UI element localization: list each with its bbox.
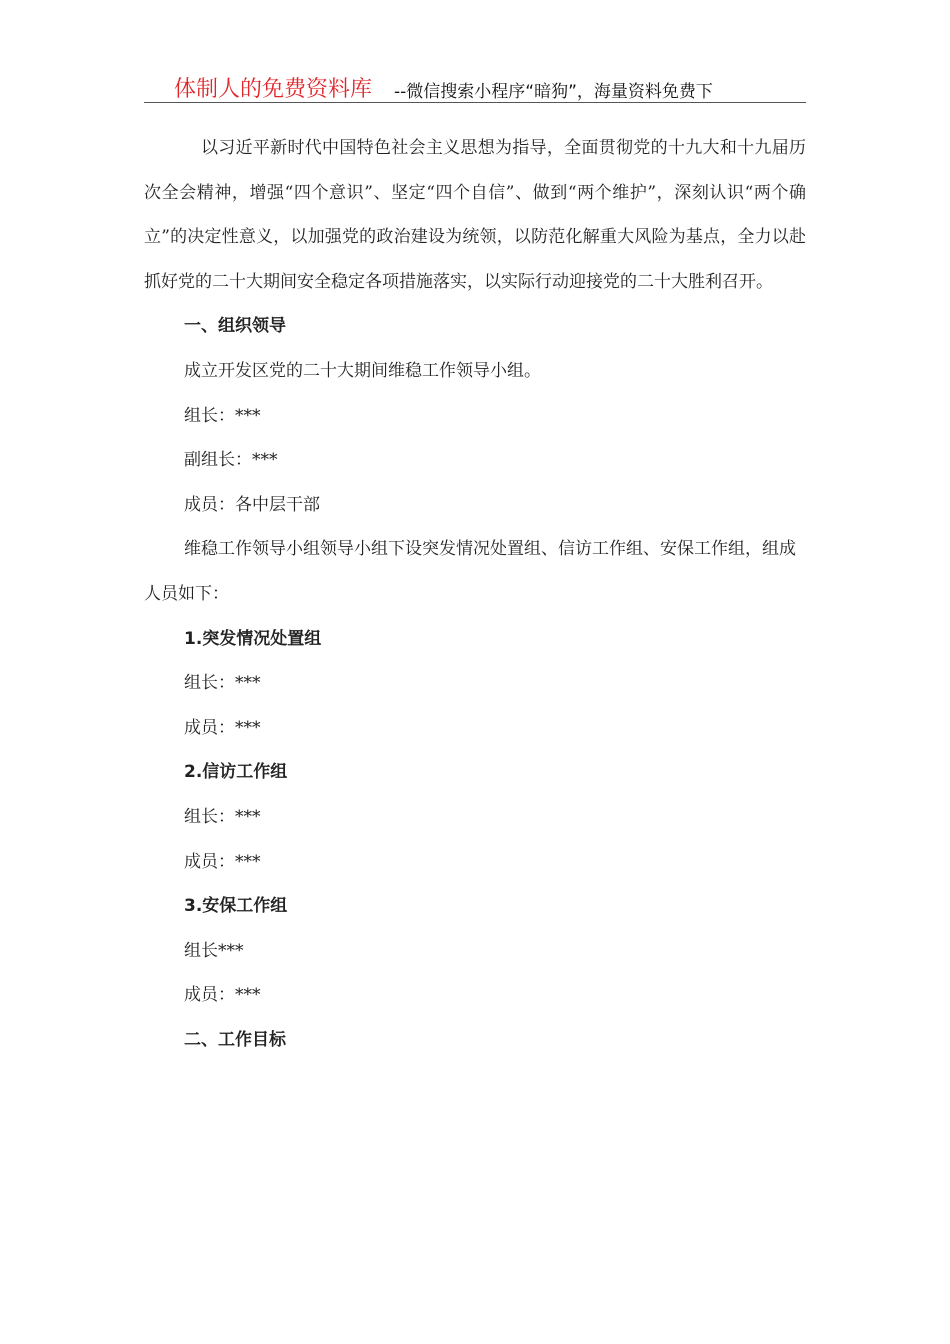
subgroup-members: 成员：*** bbox=[184, 985, 261, 1006]
group-leader: 组长：*** bbox=[184, 405, 261, 426]
section-heading-goals: 二、工作目标 bbox=[184, 1029, 286, 1050]
subgroup-leader: 组长：*** bbox=[184, 673, 261, 694]
page-header bbox=[144, 70, 806, 103]
organization-lead: 成立开发区党的二十大期间维稳工作领导小组。 bbox=[184, 360, 541, 381]
subgroup-members: 成员：*** bbox=[184, 851, 261, 872]
intro-paragraph: 以习近平新时代中国特色社会主义思想为指导，全面贯彻党的十九大和十九届历次全会精神，增强“四个意识”、坚定“四个自信”、做到“两个维护”，深刻认识“两个确立”的决定性意义，以加强党的政治建设为统领，以防范化解重大风险为基点，全力以赴抓好党的二十大期间安全稳定各项措施落实，以实际行动迎接党的二十大胜利召开。 bbox=[144, 138, 806, 292]
subgroup-leader: 组长：*** bbox=[184, 806, 261, 827]
header-tagline: --微信搜索小程序“暗狗”，海量资料免费下 bbox=[394, 82, 713, 102]
subgroup-title-emergency: 1.突发情况处置组 bbox=[184, 628, 322, 649]
subgroup-title-petition: 2.信访工作组 bbox=[184, 762, 288, 783]
deputy-leader: 副组长：*** bbox=[184, 450, 278, 471]
subgroup-title-security: 3.安保工作组 bbox=[184, 896, 288, 917]
subgroup-leader: 组长*** bbox=[184, 940, 244, 961]
header-brand: 体制人的免费资料库 bbox=[174, 77, 373, 102]
document-body bbox=[144, 126, 806, 1062]
section-heading-organization: 一、组织领导 bbox=[184, 316, 286, 337]
subgroup-members: 成员：*** bbox=[184, 717, 261, 738]
group-members: 成员：各中层干部 bbox=[184, 494, 320, 515]
subgroup-description: 维稳工作领导小组领导小组下设突发情况处置组、信访工作组、安保工作组，组成人员如下： bbox=[144, 539, 796, 604]
